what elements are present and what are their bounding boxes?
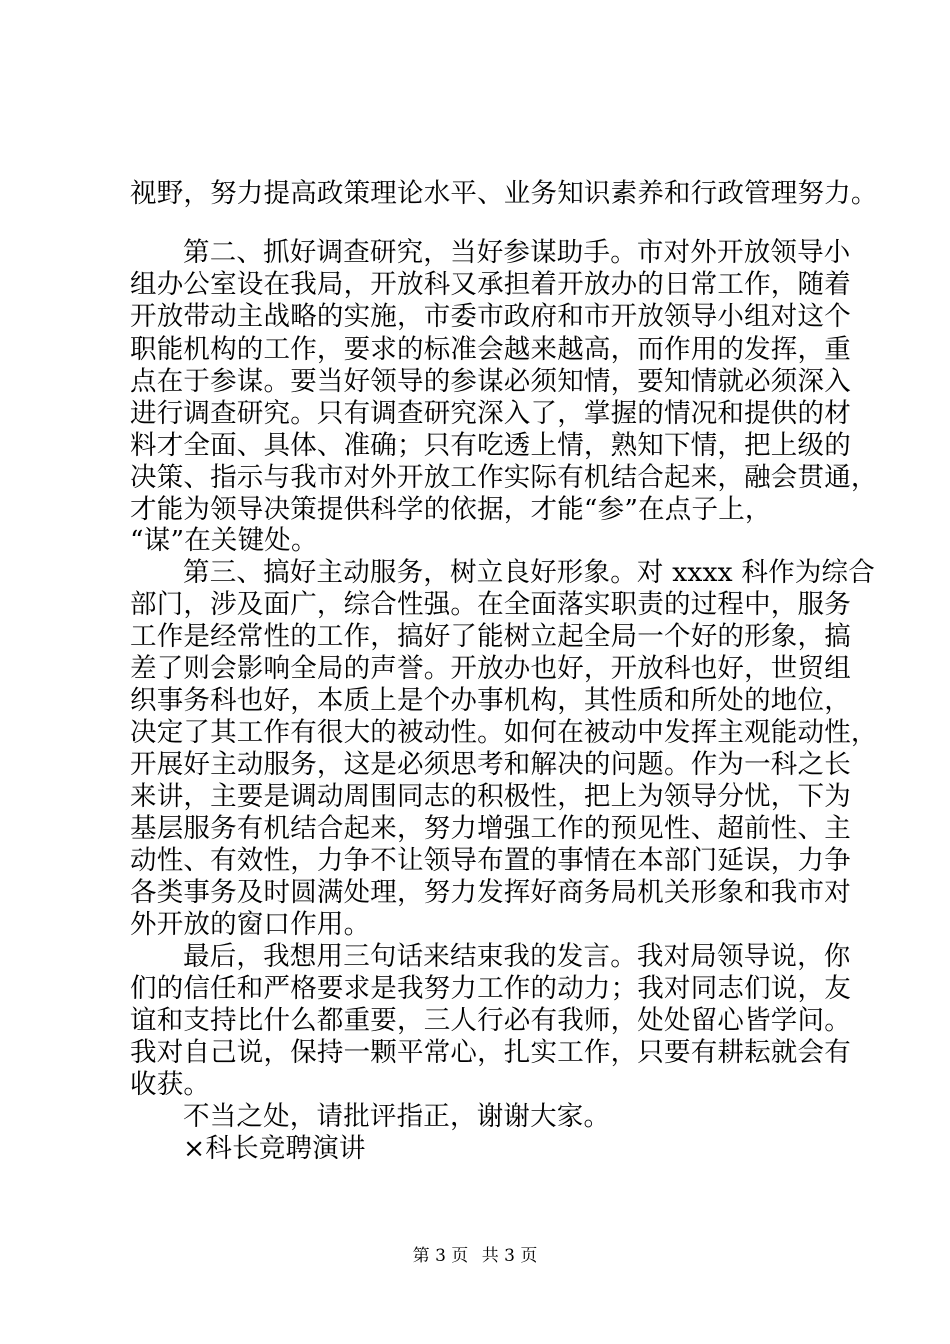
paragraph-line: “谋”在关键处。 <box>130 525 318 556</box>
document-title-line: ×科长竞聘演讲 <box>183 1133 366 1164</box>
paragraph-line: 们的信任和严格要求是我努力工作的动力；我对同志们说，友 <box>130 973 851 1004</box>
paragraph-line: 部门，涉及面广，综合性强。在全面落实职责的过程中，服务 <box>130 589 851 620</box>
page-number: 第 3 页 <box>412 1246 469 1266</box>
paragraph-line: 动性、有效性，力争不让领导布置的事情在本部门延误，力争 <box>130 845 851 876</box>
page-footer <box>0 1244 950 1268</box>
paragraph-line: 才能为领导决策提供科学的依据，才能“参”在点子上， <box>130 494 772 525</box>
paragraph-line: 我对自己说，保持一颗平常心，扎实工作，只要有耕耘就会有 <box>130 1037 851 1068</box>
paragraph-line: 决定了其工作有很大的被动性。如何在被动中发挥主观能动性， <box>130 717 878 748</box>
paragraph-line: 织事务科也好，本质上是个办事机构，其性质和所处的地位， <box>130 685 851 716</box>
paragraph-line: 最后，我想用三句话来结束我的发言。我对局领导说，你 <box>183 941 851 972</box>
paragraph-line: 进行调查研究。只有调查研究深入了，掌握的情况和提供的材 <box>130 398 851 429</box>
paragraph-line: 基层服务有机结合起来，努力增强工作的预见性、超前性、主 <box>130 813 851 844</box>
paragraph-line: 决策、指示与我市对外开放工作实际有机结合起来，融会贯通， <box>130 462 878 493</box>
paragraph-line: 视野，努力提高政策理论水平、业务知识素养和行政管理努力。 <box>130 178 878 209</box>
paragraph-line: 开展好主动服务，这是必须思考和解决的问题。作为一科之长 <box>130 749 851 780</box>
page-total: 共 3 页 <box>481 1246 538 1266</box>
paragraph-line: 各类事务及时圆满处理，努力发挥好商务局机关形象和我市对 <box>130 877 851 908</box>
paragraph-line: 料才全面、具体、准确；只有吃透上情，熟知下情，把上级的 <box>130 430 851 461</box>
paragraph-line: 来讲，主要是调动周围同志的积极性，把上为领导分忧，下为 <box>130 781 851 812</box>
paragraph-line: 差了则会影响全局的声誉。开放办也好，开放科也好，世贸组 <box>130 653 851 684</box>
paragraph-line: 组办公室设在我局，开放科又承担着开放办的日常工作，随着 <box>130 269 851 300</box>
paragraph-line: 开放带动主战略的实施，市委市政府和市开放领导小组对这个 <box>130 301 851 332</box>
paragraph-line: 外开放的窗口作用。 <box>130 909 371 940</box>
paragraph-line: 点在于参谋。要当好领导的参谋必须知情，要知情就必须深入 <box>130 366 851 397</box>
paragraph-line: 谊和支持比什么都重要，三人行必有我师，处处留心皆学问。 <box>130 1005 851 1036</box>
paragraph-line: 职能机构的工作，要求的标准会越来越高，而作用的发挥，重 <box>130 334 851 365</box>
paragraph-line: 第三、搞好主动服务，树立良好形象。对 xxxx 科作为综合 <box>183 557 875 588</box>
paragraph-line: 第二、抓好调查研究，当好参谋助手。市对外开放领导小 <box>183 237 851 268</box>
closing-line: 不当之处，请批评指正，谢谢大家。 <box>183 1101 611 1132</box>
paragraph-line: 收获。 <box>130 1069 211 1100</box>
paragraph-line: 工作是经常性的工作，搞好了能树立起全局一个好的形象，搞 <box>130 621 851 652</box>
